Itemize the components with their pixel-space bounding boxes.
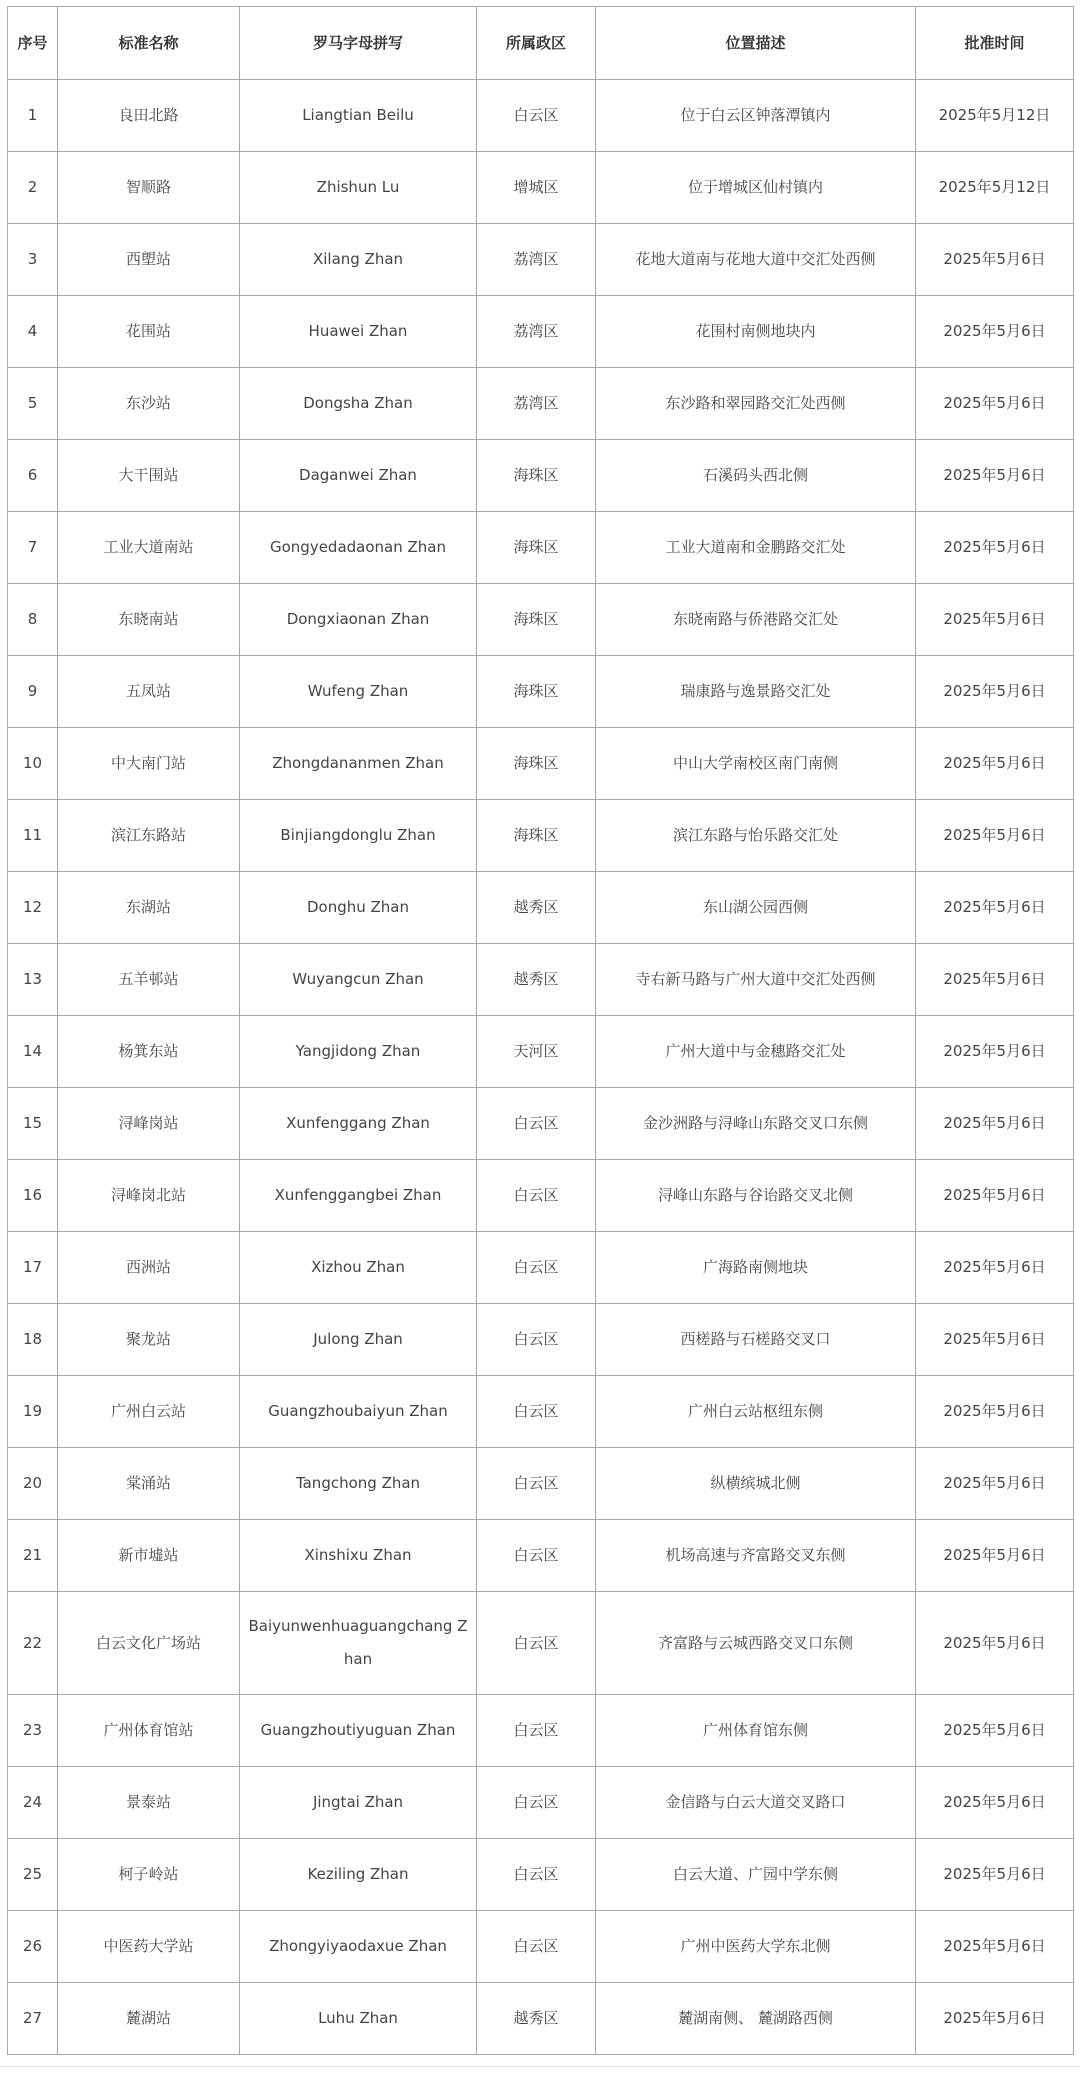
cell-romanization: Luhu Zhan — [240, 1983, 477, 2055]
cell-location: 东山湖公园西侧 — [596, 872, 916, 944]
cell-location: 工业大道南和金鹏路交汇处 — [596, 512, 916, 584]
table-row — [8, 1695, 1074, 1767]
cell-index: 8 — [8, 584, 58, 656]
table-row — [8, 1911, 1074, 1983]
cell-district: 海珠区 — [477, 800, 596, 872]
cell-approval-date: 2025年5月6日 — [916, 1448, 1074, 1520]
cell-location: 白云大道、广园中学东侧 — [596, 1839, 916, 1911]
cell-location: 东沙路和翠园路交汇处西侧 — [596, 368, 916, 440]
cell-index: 14 — [8, 1016, 58, 1088]
cell-standard-name: 麓湖站 — [58, 1983, 240, 2055]
cell-approval-date: 2025年5月6日 — [916, 1016, 1074, 1088]
cell-standard-name: 广州白云站 — [58, 1376, 240, 1448]
table-row — [8, 584, 1074, 656]
cell-standard-name: 花围站 — [58, 296, 240, 368]
header-row — [8, 7, 1074, 80]
table-row — [8, 1839, 1074, 1911]
cell-location: 滨江东路与怡乐路交汇处 — [596, 800, 916, 872]
cell-romanization: Gongyedadaonan Zhan — [240, 512, 477, 584]
cell-standard-name: 五羊邨站 — [58, 944, 240, 1016]
cell-romanization: Zhongdananmen Zhan — [240, 728, 477, 800]
cell-district: 越秀区 — [477, 872, 596, 944]
cell-romanization: Binjiangdonglu Zhan — [240, 800, 477, 872]
cell-approval-date: 2025年5月6日 — [916, 512, 1074, 584]
cell-location: 纵横缤城北侧 — [596, 1448, 916, 1520]
cell-romanization: Xilang Zhan — [240, 224, 477, 296]
table-row — [8, 80, 1074, 152]
header-index: 序号 — [8, 7, 58, 80]
cell-location: 东晓南路与侨港路交汇处 — [596, 584, 916, 656]
cell-romanization: Liangtian Beilu — [240, 80, 477, 152]
table-row — [8, 224, 1074, 296]
cell-index: 22 — [8, 1592, 58, 1695]
cell-district: 白云区 — [477, 1520, 596, 1592]
cell-index: 1 — [8, 80, 58, 152]
cell-approval-date: 2025年5月6日 — [916, 224, 1074, 296]
cell-district: 白云区 — [477, 1088, 596, 1160]
cell-approval-date: 2025年5月6日 — [916, 296, 1074, 368]
cell-index: 13 — [8, 944, 58, 1016]
cell-approval-date: 2025年5月6日 — [916, 872, 1074, 944]
table-row — [8, 1520, 1074, 1592]
cell-district: 白云区 — [477, 1911, 596, 1983]
table-row — [8, 1016, 1074, 1088]
cell-standard-name: 良田北路 — [58, 80, 240, 152]
cell-location: 寺右新马路与广州大道中交汇处西侧 — [596, 944, 916, 1016]
cell-index: 12 — [8, 872, 58, 944]
cell-district: 海珠区 — [477, 656, 596, 728]
cell-approval-date: 2025年5月6日 — [916, 1911, 1074, 1983]
cell-standard-name: 棠涌站 — [58, 1448, 240, 1520]
cell-approval-date: 2025年5月6日 — [916, 1767, 1074, 1839]
cell-location: 中山大学南校区南门南侧 — [596, 728, 916, 800]
cell-district: 白云区 — [477, 1767, 596, 1839]
cell-romanization: Xunfenggang Zhan — [240, 1088, 477, 1160]
cell-district: 白云区 — [477, 1695, 596, 1767]
cell-standard-name: 白云文化广场站 — [58, 1592, 240, 1695]
cell-index: 7 — [8, 512, 58, 584]
cell-standard-name: 东沙站 — [58, 368, 240, 440]
table-row — [8, 440, 1074, 512]
header-approval-date: 批准时间 — [916, 7, 1074, 80]
cell-district: 增城区 — [477, 152, 596, 224]
cell-location: 花围村南侧地块内 — [596, 296, 916, 368]
cell-index: 26 — [8, 1911, 58, 1983]
cell-district: 海珠区 — [477, 584, 596, 656]
cell-district: 荔湾区 — [477, 296, 596, 368]
cell-location: 广州白云站枢纽东侧 — [596, 1376, 916, 1448]
cell-location: 齐富路与云城西路交叉口东侧 — [596, 1592, 916, 1695]
cell-romanization: Baiyunwenhuaguangchang Zhan — [240, 1592, 477, 1695]
cell-approval-date: 2025年5月6日 — [916, 440, 1074, 512]
cell-index: 9 — [8, 656, 58, 728]
cell-romanization: Xunfenggangbei Zhan — [240, 1160, 477, 1232]
cell-approval-date: 2025年5月6日 — [916, 584, 1074, 656]
cell-index: 16 — [8, 1160, 58, 1232]
cell-approval-date: 2025年5月6日 — [916, 1983, 1074, 2055]
cell-standard-name: 杨箕东站 — [58, 1016, 240, 1088]
cell-location: 广州中医药大学东北侧 — [596, 1911, 916, 1983]
cell-romanization: Xizhou Zhan — [240, 1232, 477, 1304]
cell-district: 白云区 — [477, 80, 596, 152]
table-row — [8, 1448, 1074, 1520]
cell-district: 天河区 — [477, 1016, 596, 1088]
cell-approval-date: 2025年5月6日 — [916, 1592, 1074, 1695]
cell-district: 越秀区 — [477, 1983, 596, 2055]
cell-location: 麓湖南侧、 麓湖路西侧 — [596, 1983, 916, 2055]
cell-standard-name: 东湖站 — [58, 872, 240, 944]
cell-location: 浔峰山东路与谷诒路交叉北侧 — [596, 1160, 916, 1232]
table-row — [8, 296, 1074, 368]
table-row — [8, 656, 1074, 728]
cell-approval-date: 2025年5月6日 — [916, 368, 1074, 440]
table-row — [8, 1304, 1074, 1376]
table-row — [8, 152, 1074, 224]
cell-standard-name: 滨江东路站 — [58, 800, 240, 872]
table-row — [8, 1088, 1074, 1160]
cell-romanization: Keziling Zhan — [240, 1839, 477, 1911]
table-row — [8, 1767, 1074, 1839]
cell-location: 广海路南侧地块 — [596, 1232, 916, 1304]
cell-location: 西槎路与石槎路交叉口 — [596, 1304, 916, 1376]
header-standard-name: 标准名称 — [58, 7, 240, 80]
cell-district: 海珠区 — [477, 512, 596, 584]
table-row — [8, 728, 1074, 800]
cell-approval-date: 2025年5月6日 — [916, 1839, 1074, 1911]
cell-index: 25 — [8, 1839, 58, 1911]
table-row — [8, 872, 1074, 944]
cell-approval-date: 2025年5月6日 — [916, 728, 1074, 800]
cell-standard-name: 浔峰岗站 — [58, 1088, 240, 1160]
cell-index: 27 — [8, 1983, 58, 2055]
cell-index: 15 — [8, 1088, 58, 1160]
cell-standard-name: 聚龙站 — [58, 1304, 240, 1376]
cell-approval-date: 2025年5月6日 — [916, 1304, 1074, 1376]
cell-index: 2 — [8, 152, 58, 224]
cell-romanization: Xinshixu Zhan — [240, 1520, 477, 1592]
table-row — [8, 512, 1074, 584]
cell-romanization: Jingtai Zhan — [240, 1767, 477, 1839]
cell-district: 白云区 — [477, 1232, 596, 1304]
cell-standard-name: 浔峰岗北站 — [58, 1160, 240, 1232]
cell-district: 白云区 — [477, 1160, 596, 1232]
cell-standard-name: 西洲站 — [58, 1232, 240, 1304]
cell-romanization: Wufeng Zhan — [240, 656, 477, 728]
cell-standard-name: 五凤站 — [58, 656, 240, 728]
cell-standard-name: 广州体育馆站 — [58, 1695, 240, 1767]
cell-standard-name: 景泰站 — [58, 1767, 240, 1839]
table-row — [8, 1232, 1074, 1304]
cell-standard-name: 中医药大学站 — [58, 1911, 240, 1983]
table-row — [8, 1592, 1074, 1695]
cell-index: 23 — [8, 1695, 58, 1767]
cell-romanization: Wuyangcun Zhan — [240, 944, 477, 1016]
cell-approval-date: 2025年5月6日 — [916, 1695, 1074, 1767]
cell-district: 白云区 — [477, 1839, 596, 1911]
cell-approval-date: 2025年5月6日 — [916, 1088, 1074, 1160]
table-row — [8, 368, 1074, 440]
cell-romanization: Huawei Zhan — [240, 296, 477, 368]
table-row — [8, 1983, 1074, 2055]
table-row — [8, 800, 1074, 872]
cell-index: 5 — [8, 368, 58, 440]
cell-district: 越秀区 — [477, 944, 596, 1016]
cell-district: 荔湾区 — [477, 368, 596, 440]
cell-romanization: Zhongyiyaodaxue Zhan — [240, 1911, 477, 1983]
cell-romanization: Yangjidong Zhan — [240, 1016, 477, 1088]
cell-index: 6 — [8, 440, 58, 512]
cell-location: 位于白云区钟落潭镇内 — [596, 80, 916, 152]
cell-location: 位于增城区仙村镇内 — [596, 152, 916, 224]
cell-standard-name: 新市墟站 — [58, 1520, 240, 1592]
cell-district: 白云区 — [477, 1592, 596, 1695]
cell-index: 17 — [8, 1232, 58, 1304]
cell-romanization: Guangzhoutiyuguan Zhan — [240, 1695, 477, 1767]
cell-index: 11 — [8, 800, 58, 872]
cell-location: 瑞康路与逸景路交汇处 — [596, 656, 916, 728]
cell-romanization: Zhishun Lu — [240, 152, 477, 224]
cell-district: 海珠区 — [477, 728, 596, 800]
cell-district: 白云区 — [477, 1304, 596, 1376]
cell-index: 20 — [8, 1448, 58, 1520]
cell-index: 19 — [8, 1376, 58, 1448]
cell-index: 21 — [8, 1520, 58, 1592]
cell-standard-name: 柯子岭站 — [58, 1839, 240, 1911]
cell-approval-date: 2025年5月6日 — [916, 656, 1074, 728]
cell-location: 机场高速与齐富路交叉东侧 — [596, 1520, 916, 1592]
cell-location: 金信路与白云大道交叉路口 — [596, 1767, 916, 1839]
cell-index: 3 — [8, 224, 58, 296]
cell-standard-name: 工业大道南站 — [58, 512, 240, 584]
table-row — [8, 944, 1074, 1016]
cell-approval-date: 2025年5月6日 — [916, 800, 1074, 872]
cell-approval-date: 2025年5月6日 — [916, 1232, 1074, 1304]
cell-romanization: Tangchong Zhan — [240, 1448, 477, 1520]
header-romanization: 罗马字母拼写 — [240, 7, 477, 80]
cell-location: 广州体育馆东侧 — [596, 1695, 916, 1767]
cell-index: 4 — [8, 296, 58, 368]
header-location: 位置描述 — [596, 7, 916, 80]
cell-approval-date: 2025年5月6日 — [916, 944, 1074, 1016]
cell-standard-name: 大干围站 — [58, 440, 240, 512]
cell-location: 石溪码头西北侧 — [596, 440, 916, 512]
cell-approval-date: 2025年5月6日 — [916, 1520, 1074, 1592]
cell-approval-date: 2025年5月12日 — [916, 152, 1074, 224]
cell-romanization: Dongsha Zhan — [240, 368, 477, 440]
cell-index: 24 — [8, 1767, 58, 1839]
cell-district: 海珠区 — [477, 440, 596, 512]
cell-district: 白云区 — [477, 1448, 596, 1520]
cell-romanization: Julong Zhan — [240, 1304, 477, 1376]
cell-district: 荔湾区 — [477, 224, 596, 296]
cell-romanization: Daganwei Zhan — [240, 440, 477, 512]
cell-romanization: Dongxiaonan Zhan — [240, 584, 477, 656]
cell-index: 10 — [8, 728, 58, 800]
cell-district: 白云区 — [477, 1376, 596, 1448]
cell-approval-date: 2025年5月6日 — [916, 1160, 1074, 1232]
table-body — [8, 80, 1074, 2055]
place-names-table — [7, 6, 1074, 2055]
cell-location: 广州大道中与金穗路交汇处 — [596, 1016, 916, 1088]
table-row — [8, 1160, 1074, 1232]
cell-standard-name: 东晓南站 — [58, 584, 240, 656]
cell-location: 金沙洲路与浔峰山东路交叉口东侧 — [596, 1088, 916, 1160]
cell-romanization: Guangzhoubaiyun Zhan — [240, 1376, 477, 1448]
table-row — [8, 1376, 1074, 1448]
cell-index: 18 — [8, 1304, 58, 1376]
cell-approval-date: 2025年5月6日 — [916, 1376, 1074, 1448]
cell-approval-date: 2025年5月12日 — [916, 80, 1074, 152]
table-header — [8, 7, 1074, 80]
bottom-divider — [0, 2066, 1080, 2067]
cell-romanization: Donghu Zhan — [240, 872, 477, 944]
cell-standard-name: 智顺路 — [58, 152, 240, 224]
cell-standard-name: 西塱站 — [58, 224, 240, 296]
cell-location: 花地大道南与花地大道中交汇处西侧 — [596, 224, 916, 296]
header-district: 所属政区 — [477, 7, 596, 80]
cell-standard-name: 中大南门站 — [58, 728, 240, 800]
